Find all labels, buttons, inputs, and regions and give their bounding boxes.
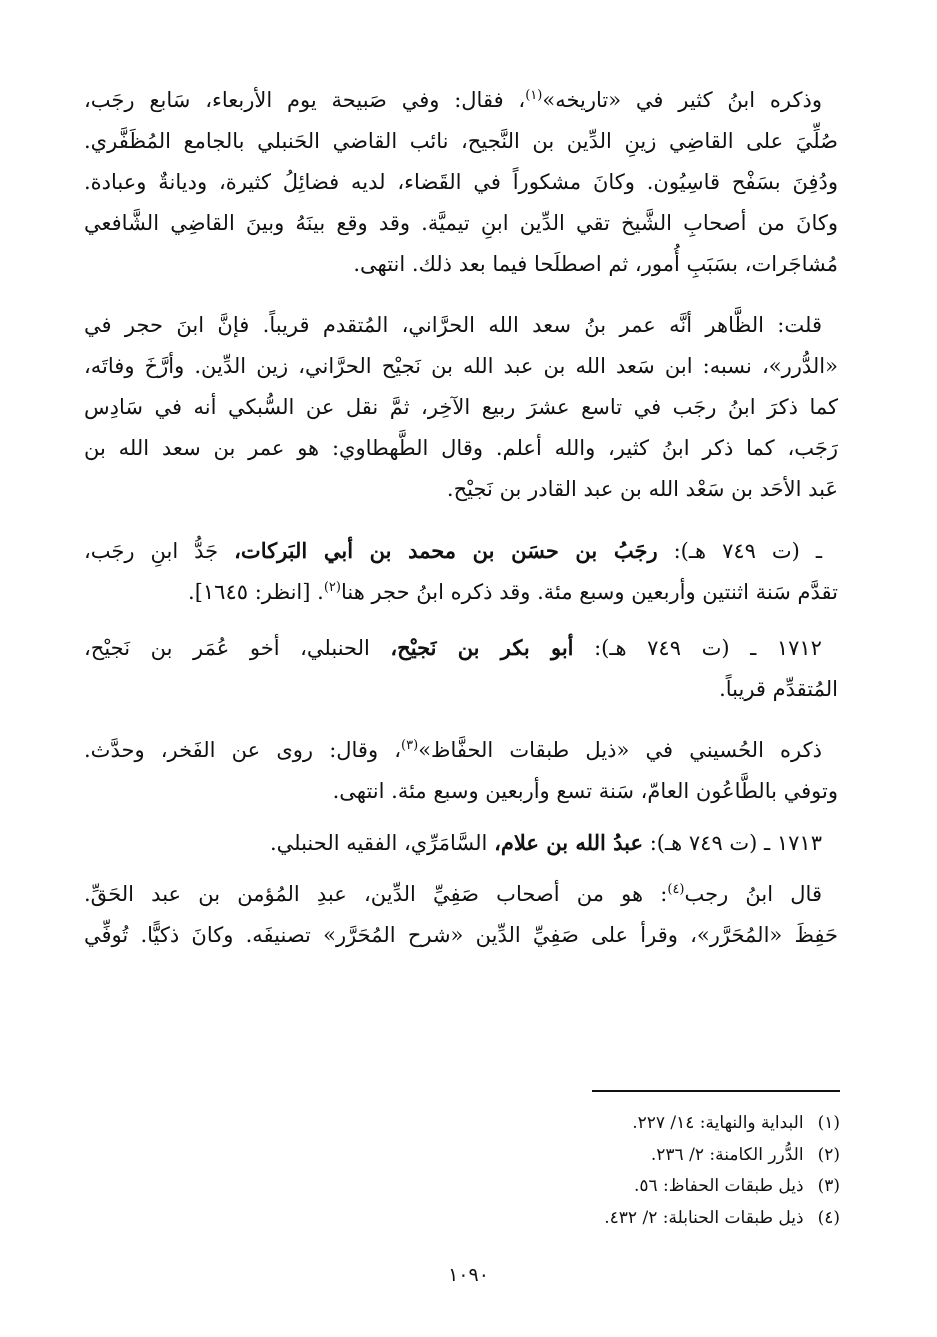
footnote-number: (٣) — [817, 1176, 840, 1196]
entry-1712 — [84, 627, 838, 710]
footnote-number: (٢) — [817, 1144, 840, 1165]
text-line: قلت: الظَّاهر أنَّه عمر بنُ سعد الله الحرَّاني، المُتقدم قريباً. فإنَّ ابنَ حجر في — [84, 313, 822, 337]
footnote-item — [604, 1171, 840, 1203]
footnote-ref: (٤) — [667, 882, 685, 897]
entry-name: أبو بكر بن نَجيْح، — [390, 635, 574, 660]
footnote-ref: (١) — [525, 88, 543, 103]
footnote-text: الدُّرر الكامنة: ٢/ ٢٣٦. — [650, 1144, 804, 1165]
footnote-item — [604, 1140, 840, 1172]
text-line: قال ابنُ رجب$^{(٤)}$: هو من أصحاب صَفِيِّ الدِّين، عبدِ المُؤمن بن عبد الحَقِّ. — [84, 882, 822, 906]
text-line: وذكره ابنُ كثير في «تاريخه»$^{(١)}$، فقال: وفي صَبيحة يوم الأربعاء، سَابع رجَب، — [84, 88, 822, 112]
footnote-text: البداية والنهاية: ١٤/ ٢٢٧. — [632, 1113, 804, 1133]
text-line: رَجَب، كما ذكر ابنُ كثير، والله أعلم. وقال الطَّهطاوي: هو عمر بن سعد الله بن — [84, 436, 838, 460]
footnote-item — [604, 1203, 840, 1235]
paragraph-ibn-rajab — [84, 874, 838, 956]
text-line: «الدُّرر»، نسبه: ابن سَعد الله بن عبد الله بن نَجيْح الحرَّاني، زين الدِّين. وأرَّخَ وفاتَه، — [84, 354, 838, 378]
paragraph-note — [84, 305, 838, 510]
entry-name: عبدُ الله بن علام، — [494, 830, 644, 855]
footnote-item — [604, 1108, 840, 1140]
footnote-text: ذيل طبقات الحفاظ: ٥٦. — [633, 1176, 804, 1196]
page-number: ١٠٩٠ — [448, 1264, 489, 1286]
footnote-ref: (٣) — [401, 738, 419, 753]
paragraph-husayni — [84, 730, 838, 812]
footnote-number: (١) — [817, 1113, 840, 1133]
text-line: ـ (ت ٧٤٩ هـ): رجَبُ بن حسَن بن محمد بن أبي البَركات، جَدُّ ابنِ رجَب، — [84, 538, 823, 563]
text-line: المُتقدِّم قريباً. — [719, 677, 838, 701]
text-line: كما ذكرَ ابنُ رجَب في تاسع عشرَ ربيع الآخِر، ثمَّ نقل عن السُّبكي أنه في سَادِس — [84, 395, 838, 419]
footnote-divider — [592, 1090, 840, 1092]
footnote-number: (٤) — [817, 1207, 840, 1228]
text-line: تقدَّم سَنة اثنتين وأربعين وسبع مئة. وقد ذكره ابنُ حجر هنا$^{(٢)}$. [انظر: ١٦٤٥]. — [188, 580, 838, 604]
footnote-ref: (٢) — [323, 580, 341, 595]
entry-name: رجَبُ بن حسَن بن محمد بن أبي البَركات، — [234, 538, 658, 563]
text-line: عَبد الأحَد بن سَعْد الله بن عبد القادر بن نَجيْح. — [446, 477, 838, 501]
page-body — [84, 80, 838, 956]
text-line: ودُفِنَ بسَفْح قاسِيُون. وكانَ مشكوراً في القَضاء، لديه فضائِلُ كثيرة، وديانةٌ وعبادة. — [84, 170, 838, 194]
text-line: حَفِظَ «المُحَرَّر»، وقرأ على صَفِيِّ الدِّين «شرح المُحَرَّر» تصنيفَه. وكانَ ذكيًّا. تُوفِّي — [84, 923, 838, 947]
footnote-text: ذيل طبقات الحنابلة: ٢/ ٤٣٢. — [604, 1207, 804, 1228]
text-line: وتوفي بالطَّاعُون العامّ، سَنة تسع وأربعين وسبع مئة. انتهى. — [332, 779, 838, 803]
text-line: صُلِّيَ على القاضِي زينِ الدِّين بن النَّجيح، نائب القاضي الحَنبلي بالجامع المُظَفَّري. — [84, 129, 838, 153]
entry-1713 — [84, 822, 838, 864]
entry-rajab — [84, 530, 838, 613]
text-line: ١٧١٣ ـ (ت ٧٤٩ هـ): عبدُ الله بن علام، السَّامَرِّي، الفقيه الحنبلي. — [269, 830, 822, 855]
text-line: ذكره الحُسيني في «ذيل طبقات الحفَّاظ»$^{(٣)}$، وقال: روى عن الفَخر، وحدَّث. — [84, 738, 822, 762]
text-line: ١٧١٢ ـ (ت ٧٤٩ هـ): أبو بكر بن نَجيْح، الحنبلي، أخو عُمَر بن نَجيْح، — [84, 635, 822, 660]
footnotes — [604, 1108, 840, 1234]
text-line: وكانَ من أصحابِ الشَّيخ تقي الدِّين ابنِ تيميَّة. وقد وقع بينَهُ وبينَ القاضِي الشَّافعي — [84, 211, 838, 235]
paragraph-ibn-kathir — [84, 80, 838, 285]
text-line: مُشاجَرات، بسَبَبِ أُمور، ثم اصطلَحا فيما بعد ذلك. انتهى. — [353, 252, 838, 276]
